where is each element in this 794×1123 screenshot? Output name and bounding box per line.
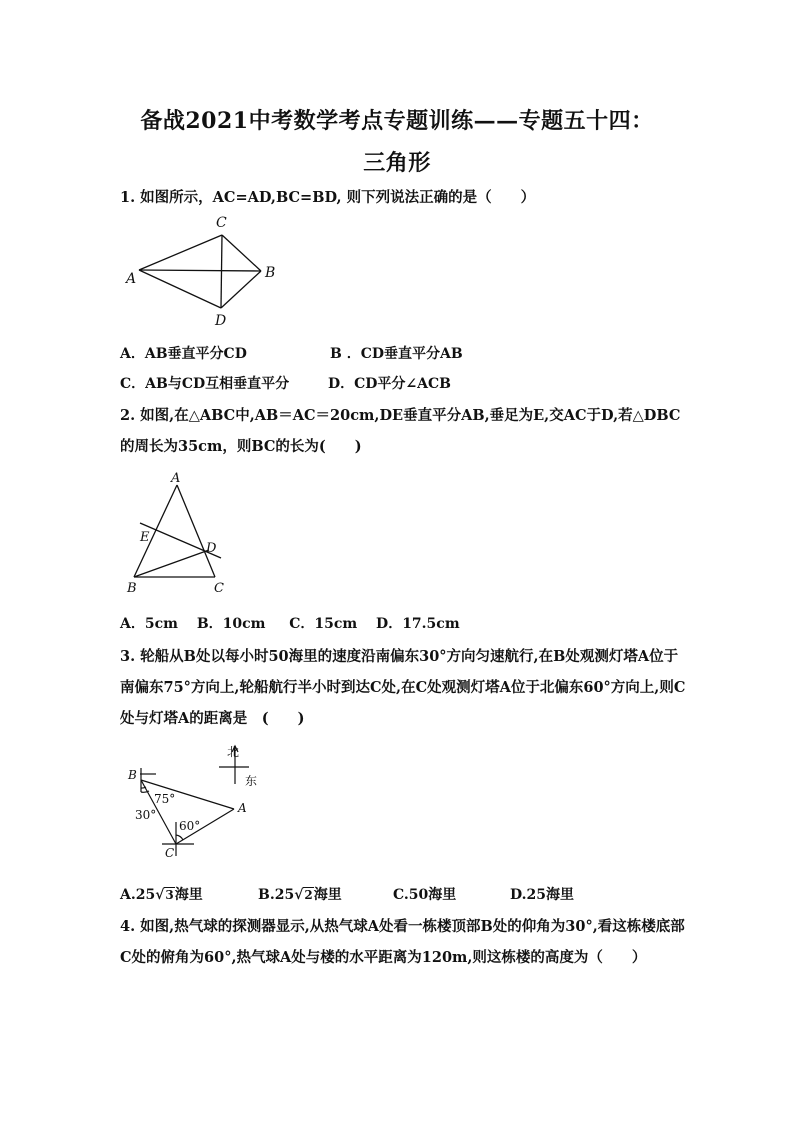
question-4-stem-line2: C处的俯角为60°,热气球A处与楼的水平距离为120m,则这栋楼的高度为（ ） (120, 949, 647, 966)
segment-cb (222, 235, 261, 271)
label-north: 北 (227, 745, 240, 759)
label-c: C (165, 846, 175, 860)
sqrt-icon: √ (294, 887, 304, 903)
label-a: A (126, 271, 137, 287)
label-a: A (171, 471, 181, 486)
segment-cd (221, 235, 222, 308)
question-1-figure (122, 212, 282, 330)
q1-option-c: C．AB与CD互相垂直平分 (120, 376, 290, 392)
q1-option-d: D．CD平分∠ACB (328, 376, 451, 392)
question-2-stem-line2: 的周长为35cm，则BC的长为( ) (120, 438, 362, 455)
label-a: A (238, 801, 247, 815)
q3-option-c: C.50海里 (393, 887, 457, 903)
label-angle-75: 75° (154, 792, 176, 806)
page-subtitle: 三角形 (363, 150, 431, 176)
q3-option-b (258, 884, 342, 904)
question-3-stem-line2: 南偏东75°方向上,轮船航行半小时到达C处,在C处观测灯塔A位于北偏东60°方向上,则C (120, 679, 686, 696)
segment-bd (221, 271, 261, 308)
q3-option-a-unit: 海里 (174, 887, 203, 903)
question-1-stem: 1. 如图所示，AC=AD,BC=BD, 则下列说法正确的是（ ） (120, 189, 536, 206)
label-angle-60: 60° (179, 819, 201, 833)
angle-arc-75 (141, 787, 146, 788)
angle-arc-60 (176, 835, 183, 840)
q3-option-b-radicand: 2 (304, 888, 313, 902)
q3-option-a (120, 884, 203, 904)
q3-option-a-radicand: 3 (165, 888, 174, 902)
segment-ac (177, 485, 215, 577)
label-b: B (127, 581, 137, 596)
label-c: C (216, 215, 227, 231)
sqrt-icon: √ (155, 887, 165, 903)
q3-option-b-prefix: B.25 (258, 887, 295, 903)
segment-ab (139, 270, 261, 271)
q1-option-a: A．AB垂直平分CD (120, 346, 247, 362)
question-3-stem-line1: 3. 轮船从B处以每小时50海里的速度沿南偏东30°方向匀速航行,在B处观测灯塔A位于 (120, 648, 679, 665)
label-d: D (215, 313, 227, 329)
q3-option-a-prefix: A.25 (120, 887, 156, 903)
segment-ac (139, 235, 222, 270)
segment-da (139, 270, 221, 308)
angle-arc-30 (141, 791, 149, 792)
label-b: B (265, 265, 276, 281)
q3-option-b-unit: 海里 (313, 887, 342, 903)
question-4-stem-line1: 4. 如图,热气球的探测器显示,从热气球A处看一栋楼顶部B处的仰角为30°,看这栋楼底部 (120, 918, 685, 935)
label-d: D (206, 541, 217, 556)
q2-options: A．5cm B．10cm C．15cm D．17.5cm (120, 616, 460, 632)
label-b: B (128, 768, 137, 782)
label-e: E (140, 530, 150, 545)
question-3-figure (124, 740, 274, 865)
question-3-stem-line3: 处与灯塔A的距离是 ( ) (120, 710, 305, 727)
page-title: 备战2021中考数学考点专题训练——专题五十四： (140, 108, 654, 134)
question-2-figure (122, 468, 242, 598)
question-2-stem-line1: 2. 如图,在△ABC中,AB＝AC＝20cm,DE垂直平分AB,垂足为E,交AC于D,若△DBC (120, 407, 681, 424)
label-c: C (214, 581, 224, 596)
q1-option-b: B ．CD垂直平分AB (330, 346, 463, 362)
label-east: 东 (245, 774, 258, 788)
label-angle-30: 30° (135, 808, 157, 822)
q3-option-d: D.25海里 (510, 887, 574, 903)
